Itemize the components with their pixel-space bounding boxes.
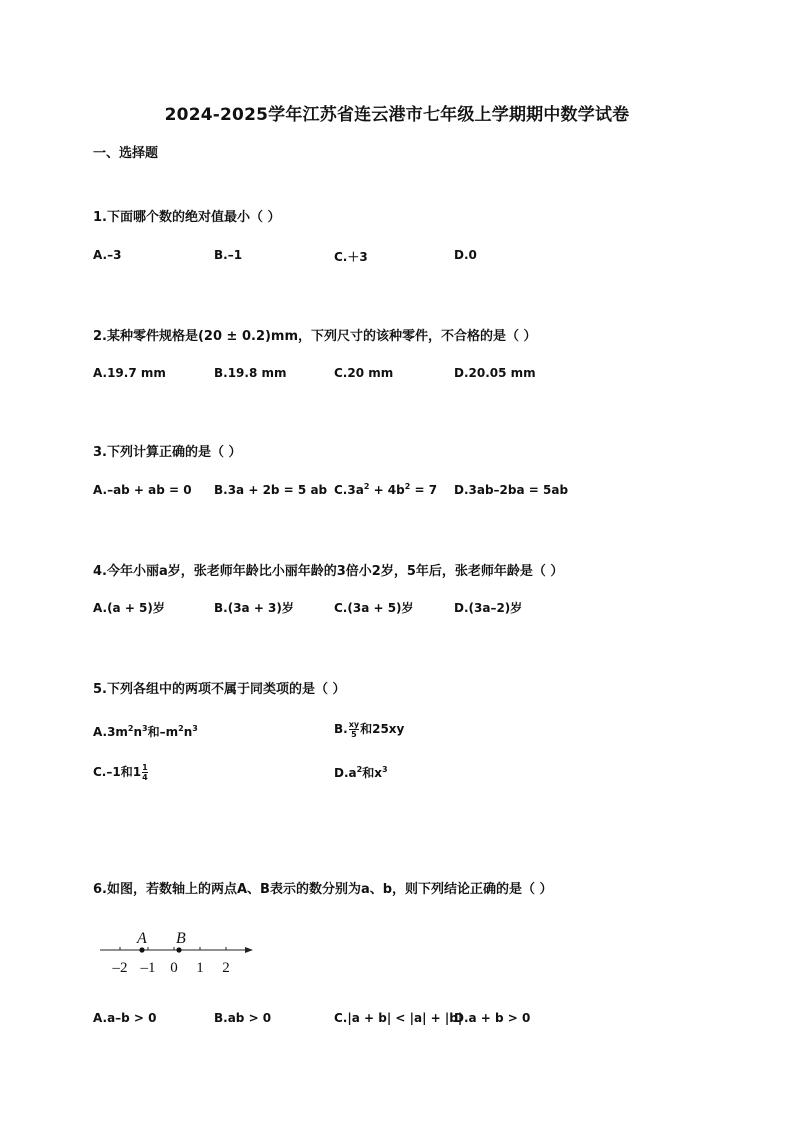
question-2-option-d: D.20.05 mm [454, 366, 536, 380]
q5b-pre: B. [334, 722, 348, 736]
q5b-num: xy [348, 720, 360, 729]
question-6-option-c: C.|a + b| < |a| + |b| [334, 1011, 463, 1025]
point-b-label: B [176, 930, 186, 947]
q5b-fraction [349, 720, 359, 739]
question-3-option-c [334, 483, 437, 497]
question-5-option-a [93, 723, 198, 740]
q5c-den: 4 [142, 773, 148, 782]
q5b-post: 和25xy [360, 722, 405, 736]
point-b-dot [176, 947, 181, 952]
tick-label-minus-2: –2 [112, 960, 128, 976]
question-6-option-d: D.a + b > 0 [454, 1011, 531, 1025]
question-5-option-b [334, 720, 404, 739]
point-a-label: A [137, 930, 147, 947]
question-4-option-d: D.(3a–2)岁 [454, 601, 523, 615]
question-5-stem: 5.下列各组中的两项不属于同类项的是（ ） [93, 682, 346, 697]
q5d-pre: D.a [334, 766, 357, 780]
question-1-option-b: B.–1 [214, 248, 243, 262]
q5d-mid: 和x [362, 766, 382, 780]
q5a-pre: A.3m [93, 725, 128, 739]
question-3-option-d: D.3ab–2ba = 5ab [454, 483, 569, 497]
question-2-option-b: B.19.8 mm [214, 366, 287, 380]
q5d-e1: 2 [356, 765, 363, 774]
q5a-e4: 3 [192, 724, 198, 733]
q5c-num: 1 [142, 763, 148, 772]
question-2-stem: 2.某种零件规格是(20 ± 0.2)mm，下列尺寸的该种零件，不合格的是（ ） [93, 329, 537, 344]
q3c-exp1: 2 [363, 482, 370, 491]
point-a-dot [139, 947, 144, 952]
question-5-option-c [93, 763, 149, 782]
question-1-option-c: C.＋3 [334, 250, 368, 264]
question-6-option-b: B.ab > 0 [214, 1011, 272, 1025]
q5a-mid3: n [183, 725, 193, 739]
question-2-option-a: A.19.7 mm [93, 366, 166, 380]
question-6-option-a: A.a–b > 0 [93, 1011, 157, 1025]
q5a-e3: 2 [178, 724, 184, 733]
question-3-option-a: A.–ab + ab = 0 [93, 483, 192, 497]
q5b-den: 5 [351, 730, 357, 739]
section-heading: 一、选择题 [93, 146, 159, 161]
q5a-mid: n [133, 725, 143, 739]
tick-label-minus-1: –1 [140, 960, 156, 976]
q3c-exp2: 2 [404, 482, 411, 491]
q5a-e1: 2 [127, 724, 134, 733]
tick-label-0: 0 [170, 960, 178, 976]
question-1-option-a: A.–3 [93, 248, 122, 262]
q5a-mid2: 和–m [147, 725, 179, 739]
q5a-e2: 3 [142, 724, 148, 733]
q5d-e2: 3 [381, 765, 388, 774]
question-6-stem: 6.如图，若数轴上的两点A、B表示的数分别为a、b，则下列结论正确的是（ ） [93, 882, 553, 897]
question-1-stem: 1.下面哪个数的绝对值最小（ ） [93, 210, 281, 225]
q3c-post: = 7 [410, 483, 438, 497]
number-line-arrow [245, 947, 253, 953]
question-3-stem: 3.下列计算正确的是（ ） [93, 445, 242, 460]
question-4-option-c: C.(3a + 5)岁 [334, 601, 414, 615]
page-title: 2024-2025学年江苏省连云港市七年级上学期期中数学试卷 [164, 105, 630, 125]
q3c-pre: C.3a [334, 483, 364, 497]
question-4-option-a: A.(a + 5)岁 [93, 601, 165, 615]
question-2-option-c: C.20 mm [334, 366, 394, 380]
question-4-stem: 4.今年小丽a岁，张老师年龄比小丽年龄的3倍小2岁，5年后，张老师年龄是（ ） [93, 564, 564, 579]
q3c-mid: + 4b [369, 483, 405, 497]
q5c-fraction [142, 763, 148, 782]
question-4-option-b: B.(3a + 3)岁 [214, 601, 294, 615]
tick-label-2: 2 [222, 960, 230, 976]
tick-label-1: 1 [196, 960, 204, 976]
q5c-pre: C.–1和1 [93, 765, 142, 779]
question-5-option-d [334, 764, 388, 781]
question-1-option-d: D.0 [454, 248, 477, 262]
question-3-option-b: B.3a + 2b = 5 ab [214, 483, 328, 497]
number-line-figure [98, 925, 258, 977]
